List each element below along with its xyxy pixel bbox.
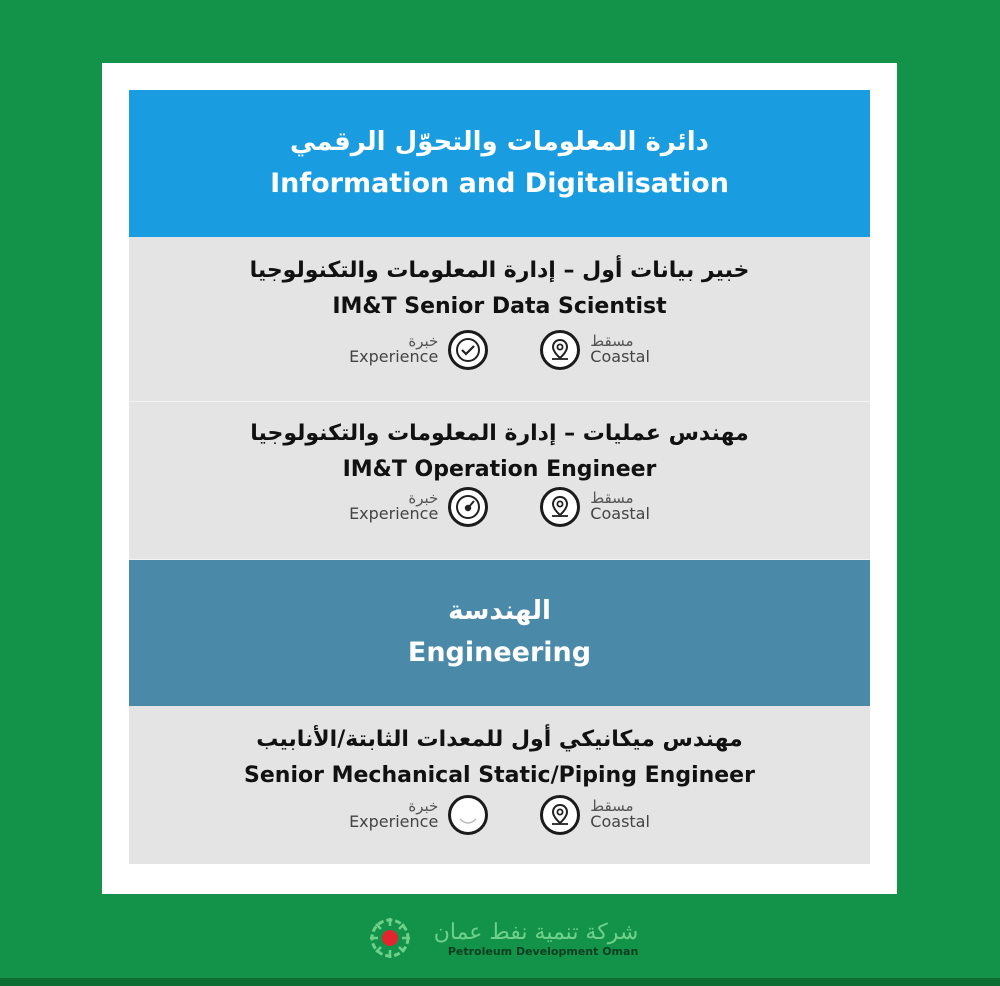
job-listing-inner: [129, 90, 870, 864]
section-title-ar: الهندسة: [448, 596, 551, 627]
job-meta: [349, 330, 650, 370]
job-row[interactable]: [129, 402, 870, 560]
location-info: [540, 330, 650, 370]
map-pin-icon: [540, 795, 580, 835]
map-pin-icon: [540, 330, 580, 370]
experience-label-ar: خبرة: [408, 331, 439, 350]
experience-info: [349, 795, 488, 835]
location-label-ar: مسقط: [590, 488, 634, 507]
job-title-en: Senior Mechanical Static/Piping Engineer: [244, 762, 755, 788]
section-header-information: [129, 90, 870, 237]
experience-info: [349, 487, 488, 527]
section-title-ar: دائرة المعلومات والتحوّل الرقمي: [289, 126, 710, 157]
job-listing-card: [102, 63, 897, 894]
job-title-en: IM&T Senior Data Scientist: [332, 293, 667, 319]
job-row[interactable]: [129, 237, 870, 402]
experience-label-ar: خبرة: [408, 796, 439, 815]
pdo-sun-logo-icon: [362, 915, 418, 965]
empty-circle-icon: [448, 795, 488, 835]
experience-label-en: Experience: [349, 812, 439, 832]
location-label-ar: مسقط: [590, 331, 634, 350]
location-info: [540, 487, 650, 527]
job-row[interactable]: [129, 706, 870, 864]
section-header-engineering: [129, 560, 870, 706]
experience-label-ar: خبرة: [408, 488, 439, 507]
location-label-ar: مسقط: [590, 796, 634, 815]
section-title-en: Engineering: [407, 637, 592, 669]
check-circle-icon: [448, 330, 488, 370]
location-label-en: Coastal: [590, 347, 650, 367]
experience-label-en: Experience: [349, 504, 439, 524]
map-pin-icon: [540, 487, 580, 527]
location-info: [540, 795, 650, 835]
gauge-icon: [448, 487, 488, 527]
location-label-en: Coastal: [590, 504, 650, 524]
location-label-en: Coastal: [590, 812, 650, 832]
logo-text: [434, 921, 639, 958]
job-title-en: IM&T Operation Engineer: [342, 456, 657, 482]
section-title-en: Information and Digitalisation: [270, 167, 729, 199]
logo-name-en: Petroleum Development Oman: [447, 945, 639, 958]
job-title-ar: مهندس ميكانيكي أول للمعدات الثابتة/الأنابيب: [256, 727, 743, 752]
job-title-ar: مهندس عمليات – إدارة المعلومات والتكنولوجيا: [250, 421, 749, 446]
job-meta: [349, 795, 650, 835]
footer-logo: [0, 907, 1000, 972]
experience-info: [349, 330, 488, 370]
experience-label-en: Experience: [349, 347, 439, 367]
job-title-ar: خبير بيانات أول – إدارة المعلومات والتكنولوجيا: [249, 258, 750, 283]
job-meta: [349, 487, 650, 527]
logo-name-ar: شركة تنمية نفط عمان: [433, 919, 639, 945]
bottom-bar: [0, 978, 1000, 986]
